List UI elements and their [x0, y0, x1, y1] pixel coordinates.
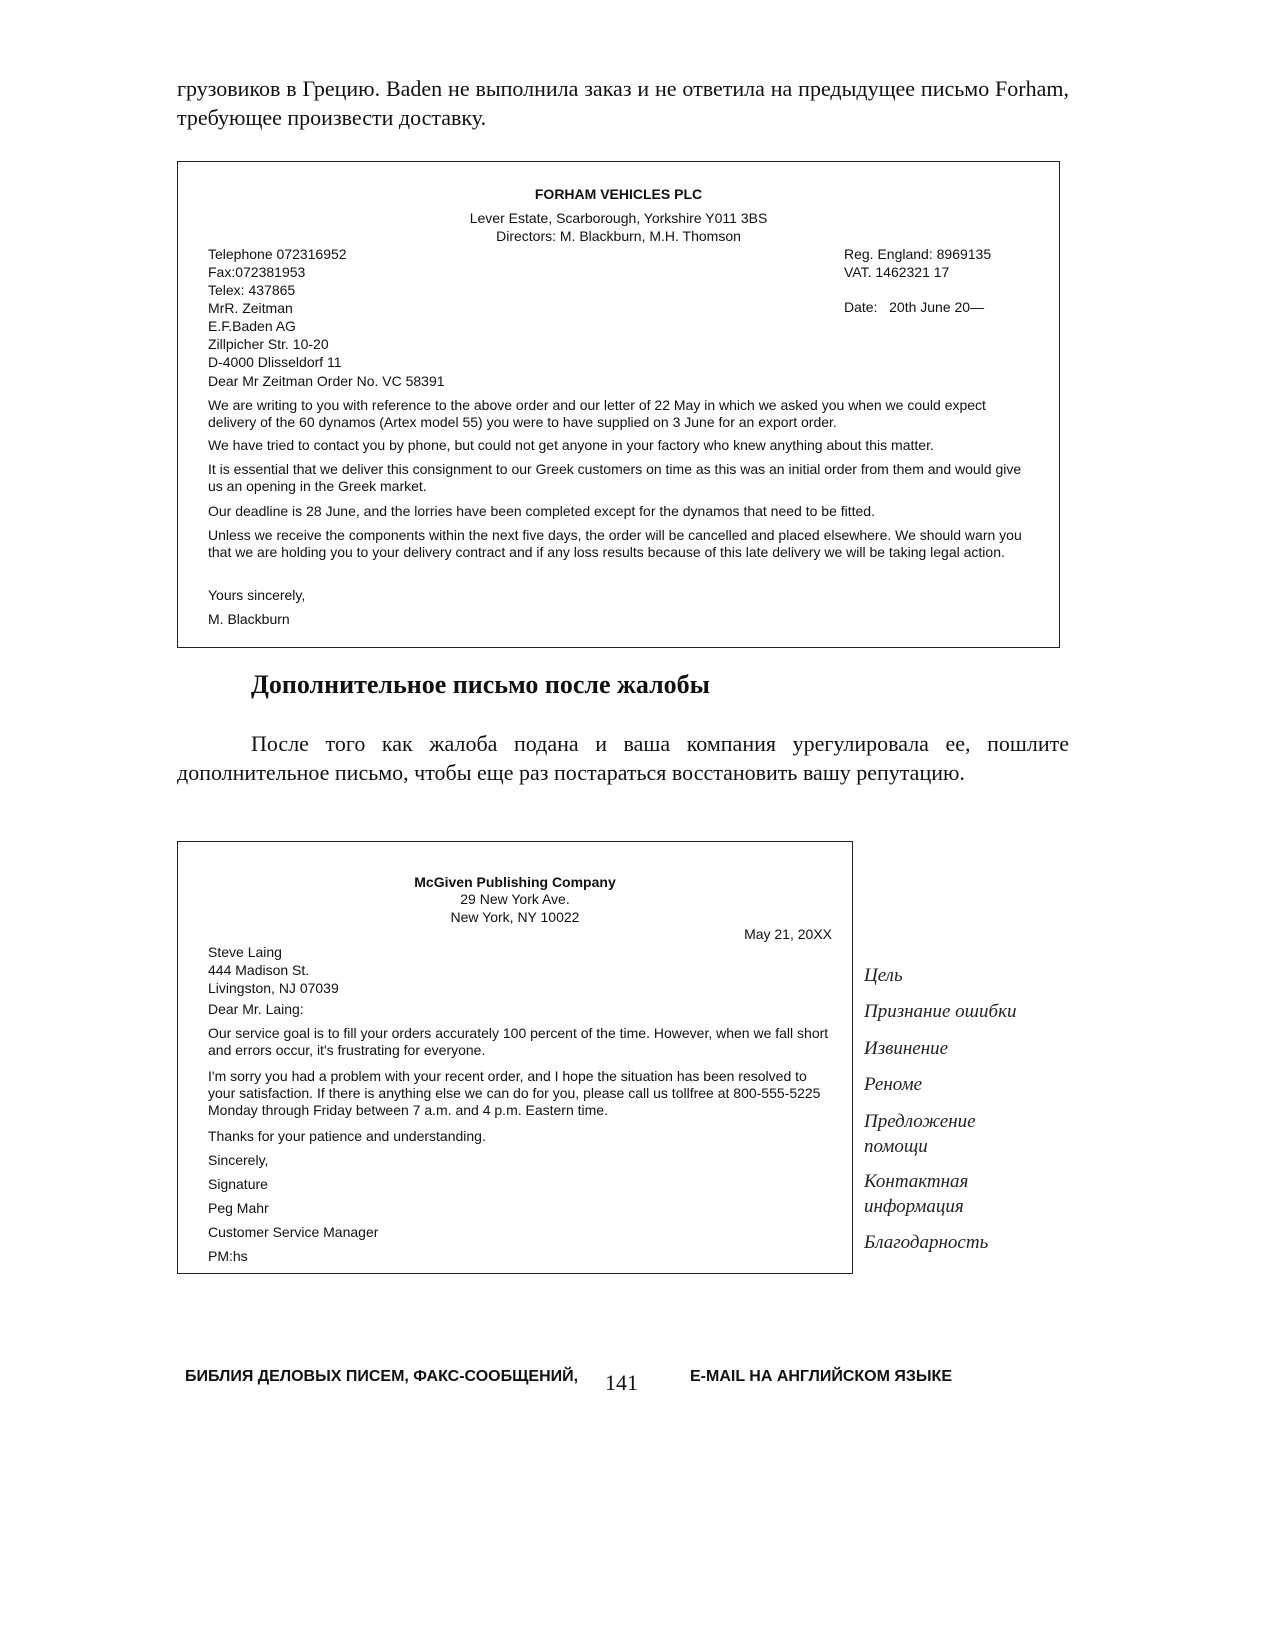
letter1-directors: Directors: M. Blackburn, M.H. Thomson	[496, 228, 741, 244]
letter2-thanks: Thanks for your patience and understanding.	[208, 1128, 486, 1144]
letter2-name: Peg Mahr	[208, 1200, 269, 1216]
page-number: 141	[605, 1370, 638, 1395]
note-thanks: Благодарность	[864, 1232, 989, 1253]
telephone: Telephone 072316952	[208, 246, 347, 262]
recipient-line: Steve Laing	[208, 944, 282, 960]
letter2-company: McGiven Publishing Company	[414, 874, 616, 890]
letter1-contacts	[208, 245, 347, 299]
letter2-signature: Signature	[208, 1176, 268, 1192]
note-admission: Признание ошибки	[864, 1001, 1017, 1022]
letter1-paragraph: Our deadline is 28 June, and the lorries have been completed except for the dynamos that need to be fitted.	[208, 503, 875, 519]
letter2-initials: PM:hs	[208, 1248, 248, 1264]
footer-book-subtitle: E-MAIL НА АНГЛИЙСКОМ ЯЗЫКЕ	[690, 1368, 952, 1385]
letter2-address-line1: 29 New York Ave.	[460, 891, 570, 907]
letter2-paragraph: I'm sorry you had a problem with your recent order, and I hope the situation has been resolved to your satisfaction. If there is anything else we can do for you, please call us tollfree at 800-555-5225 Monday through Friday between 7 a.m. and 4 p.m. Eastern time.	[208, 1068, 821, 1118]
letter1-recipient	[208, 299, 342, 371]
letter1-paragraph: We are writing to you with reference to the above order and our letter of 22 May in which we asked you when we could expect delivery of the 60 dynamos (Artex model 55) you were to have supplied on 3 June for an export order.	[208, 397, 986, 430]
letter1-salutation: Dear Mr Zeitman Order No. VC 58391	[208, 373, 445, 389]
recipient-line: E.F.Baden AG	[208, 318, 296, 334]
letter1-paragraph: Unless we receive the components within the next five days, the order will be cancelled and placed elsewhere. We should warn you that we are holding you to your delivery contract and if any loss results because of this late delivery we will be taking legal action.	[208, 527, 1022, 560]
section-heading: Дополнительное письмо после жалобы	[251, 670, 710, 699]
fax: Fax:072381953	[208, 264, 306, 280]
letter1-registration	[844, 245, 991, 281]
letter1-paragraph: We have tried to contact you by phone, but could not get anyone in your factory who knew anything about this matter.	[208, 437, 934, 453]
letter1-closing: Yours sincerely,	[208, 587, 306, 603]
note-reputation: Реноме	[864, 1074, 923, 1095]
recipient-line: Zillpicher Str. 10-20	[208, 336, 329, 352]
note-offer: Предложение помощи	[864, 1111, 976, 1157]
letter2-recipient	[208, 943, 339, 997]
letter1-date: Date: 20th June 20—	[844, 299, 985, 315]
recipient-line: Livingston, NJ 07039	[208, 980, 339, 996]
letter1-company: FORHAM VEHICLES PLC	[534, 186, 703, 202]
reg-number: Reg. England: 8969135	[844, 246, 992, 262]
letter1-paragraph: It is essential that we deliver this consignment to our Greek customers on time as this was an initial order from them and would give us an opening in the Greek market.	[208, 461, 1022, 494]
letter2-salutation: Dear Mr. Laing:	[208, 1001, 304, 1017]
vat-number: VAT. 1462321 17	[844, 264, 950, 280]
letter2-closing: Sincerely,	[208, 1152, 269, 1168]
complaint-letter	[177, 161, 1060, 648]
note-contact: Контактная информация	[864, 1171, 969, 1217]
telex: Telex: 437865	[208, 282, 296, 298]
letter2-paragraph: Our service goal is to fill your orders accurately 100 percent of the time. However, when we fall short and errors occur, it's frustrating for everyone.	[208, 1025, 829, 1058]
intro-paragraph: грузовиков в Грецию. Baden не выполнила заказ и не ответила на предыдущее письмо Forham, требующее произвести доставку.	[177, 76, 1069, 130]
letter2-title: Customer Service Manager	[208, 1224, 379, 1240]
letter2-date: May 21, 20XX	[744, 926, 832, 942]
recipient-line: MrR. Zeitman	[208, 300, 293, 316]
note-apology: Извинение	[864, 1038, 949, 1059]
section-paragraph: После того как жалоба подана и ваша компания урегулировала ее, пошлите дополнительное письмо, чтобы еще раз постараться восстановить вашу репутацию.	[177, 731, 1069, 785]
note-goal: Цель	[864, 965, 903, 986]
letter1-signature: M. Blackburn	[208, 611, 290, 627]
letter1-address: Lever Estate, Scarborough, Yorkshire Y011 3BS	[469, 210, 768, 226]
recipient-line: D-4000 Dlisseldorf 11	[208, 354, 342, 370]
follow-up-letter	[177, 841, 853, 1274]
footer-book-title: БИБЛИЯ ДЕЛОВЫХ ПИСЕМ, ФАКС-СООБЩЕНИЙ,	[185, 1368, 579, 1385]
recipient-line: 444 Madison St.	[208, 962, 310, 978]
letter2-address-line2: New York, NY 10022	[450, 909, 580, 925]
